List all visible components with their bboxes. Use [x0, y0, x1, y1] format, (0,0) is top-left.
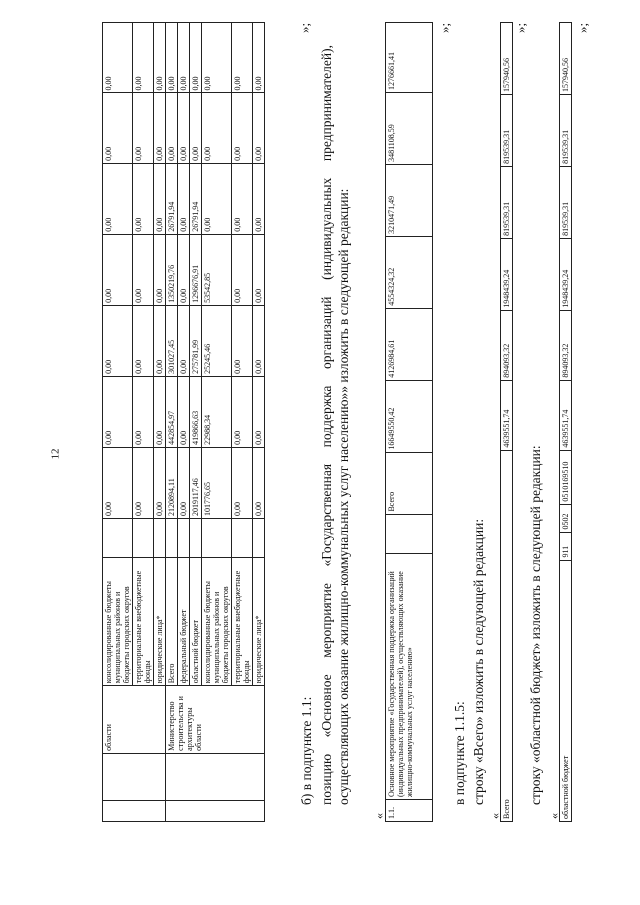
value-cell: 894093,32: [560, 310, 572, 380]
closing-quote: »;: [297, 22, 312, 33]
table-row: [386, 23, 433, 822]
activity-name: Основное мероприятие «Государственная поддержка организаций (индивидуальных предпринимателей), осуществляющих оказание жилищно-коммунальных услуг населению»: [386, 554, 433, 800]
row-number: 1.1.: [386, 800, 433, 822]
value-cell: 0,00: [133, 163, 154, 234]
value-cell: 0,00: [178, 234, 190, 305]
source-label: областной бюджет: [560, 560, 572, 821]
value-cell: 0,00: [103, 93, 133, 163]
value-cell: 0,00: [190, 93, 202, 163]
value-cell: 819539,31: [560, 166, 572, 238]
value-cell: 101776,65: [202, 447, 232, 518]
value-cell: 1350219,76: [166, 234, 178, 305]
value-cell: 25245,46: [202, 305, 232, 376]
paragraph-regional-budget-row: строку «областной бюджет» изложить в следующей редакции:: [528, 445, 543, 805]
value-cell: 0,00: [232, 23, 253, 93]
value-cell: 1948439,24: [501, 238, 513, 310]
source-label: Всего: [386, 452, 433, 514]
paragraph-position: позицию «Основное мероприятие «Государственная поддержка организаций (индивидуальных предпринимателей), осуществляющих оказание жилищно-коммунальных услуг населению»» изложить в следующей редакции:: [319, 45, 351, 805]
value-cell: 0,00: [232, 93, 253, 163]
value-cell: 0,00: [133, 234, 154, 305]
value-cell: 4639551,74: [501, 380, 513, 450]
value-cell: 1276661,41: [386, 23, 433, 93]
value-cell: 0,00: [178, 305, 190, 376]
paragraph-subitem-1-1: б) в подпункте 1.1:: [299, 696, 314, 805]
empty-cell: [202, 519, 232, 558]
closing-quote: »;: [575, 22, 590, 33]
empty-cell: [154, 519, 166, 558]
source-label: областной бюджет: [190, 557, 202, 685]
value-cell: 0,00: [133, 305, 154, 376]
empty-cell: [166, 753, 265, 800]
source-label: юридические лица*: [253, 557, 265, 685]
value-cell: 0,00: [103, 447, 133, 518]
value-cell: 0,00: [154, 447, 166, 518]
empty-cell: [103, 800, 166, 821]
value-cell: 0,00: [154, 23, 166, 93]
value-cell: 0,00: [103, 23, 133, 93]
value-cell: 0,00: [178, 376, 190, 447]
empty-cell: [178, 519, 190, 558]
value-cell: 419866,63: [190, 376, 202, 447]
value-cell: 53542,85: [202, 234, 232, 305]
code-cell: 911: [560, 532, 572, 560]
value-cell: 0,00: [253, 447, 265, 518]
value-cell: 2019117,46: [190, 447, 202, 518]
value-cell: 0,00: [232, 447, 253, 518]
value-cell: 0,00: [253, 23, 265, 93]
ministry-cell: Министерство строительства и архитектуры области: [166, 686, 265, 754]
value-cell: 0,00: [232, 234, 253, 305]
source-label: территориальные внебюджетные фонды: [232, 557, 253, 685]
value-cell: 819539,31: [560, 94, 572, 166]
value-cell: 4639551,74: [560, 380, 572, 450]
opening-quote: «: [372, 813, 386, 819]
value-cell: 2120894,11: [166, 447, 178, 518]
empty-cell: [133, 519, 154, 558]
value-cell: 4554324,32: [386, 236, 433, 308]
value-cell: 26791,94: [190, 163, 202, 234]
value-cell: 0,00: [178, 93, 190, 163]
code-cell: 0502: [560, 504, 572, 532]
opening-quote: «: [488, 813, 502, 819]
value-cell: 0,00: [253, 93, 265, 163]
value-cell: 819539,31: [501, 166, 513, 238]
empty-cell: [166, 519, 178, 558]
value-cell: 0,00: [154, 93, 166, 163]
value-cell: 0,00: [232, 163, 253, 234]
source-label: юридические лица*: [154, 557, 166, 685]
value-cell: 0,00: [103, 305, 133, 376]
source-label: территориальные внебюджетные фонды: [133, 557, 154, 685]
empty-cell: [253, 519, 265, 558]
value-cell: 26791,94: [166, 163, 178, 234]
table-row: [560, 23, 572, 822]
value-cell: 442854,97: [166, 376, 178, 447]
source-label: консолидированные бюджеты муниципальных районов и бюджеты городских округов: [202, 557, 232, 685]
opening-quote: «: [547, 813, 561, 819]
value-cell: 0,00: [133, 23, 154, 93]
value-cell: 4126984,61: [386, 308, 433, 380]
value-cell: 0,00: [154, 305, 166, 376]
page-number: 12: [49, 448, 62, 460]
empty-cell: [103, 753, 166, 800]
value-cell: 0,00: [154, 376, 166, 447]
regional-budget-row-table: [559, 22, 572, 822]
value-cell: 22988,34: [202, 376, 232, 447]
source-label: Всего: [501, 450, 513, 821]
value-cell: 0,00: [166, 93, 178, 163]
empty-cell: [190, 519, 202, 558]
value-cell: 1296676,91: [190, 234, 202, 305]
value-cell: 0,00: [202, 163, 232, 234]
value-cell: 0,00: [103, 234, 133, 305]
value-cell: 0,00: [133, 447, 154, 518]
value-cell: 0,00: [154, 163, 166, 234]
value-cell: 0,00: [253, 305, 265, 376]
value-cell: 0,00: [178, 163, 190, 234]
value-cell: 157940,56: [560, 23, 572, 95]
value-cell: 0,00: [232, 305, 253, 376]
value-cell: 0,00: [103, 376, 133, 447]
empty-cell: [166, 800, 265, 821]
value-cell: 0,00: [202, 93, 232, 163]
value-cell: 0,00: [178, 447, 190, 518]
code-cell: 0510169510: [560, 450, 572, 504]
value-cell: 0,00: [253, 234, 265, 305]
table-row: [501, 23, 513, 822]
value-cell: 0,00: [190, 23, 202, 93]
value-cell: 0,00: [154, 234, 166, 305]
value-cell: 819539,31: [501, 94, 513, 166]
executor-cell: [386, 514, 433, 554]
value-cell: 275781,99: [190, 305, 202, 376]
value-cell: 0,00: [253, 163, 265, 234]
value-cell: 0,00: [178, 23, 190, 93]
value-cell: 157940,56: [501, 23, 513, 95]
value-cell: 0,00: [133, 376, 154, 447]
region-cell: области: [103, 686, 166, 754]
value-cell: 0,00: [253, 376, 265, 447]
source-label: федеральный бюджет: [178, 557, 190, 685]
value-cell: 3481108,59: [386, 93, 433, 165]
table-row: [166, 23, 178, 822]
value-cell: 301027,45: [166, 305, 178, 376]
main-activity-table: [385, 22, 433, 822]
paragraph-subitem-1-1-5: в подпункте 1.1.5:: [452, 701, 467, 805]
value-cell: 16649550,42: [386, 380, 433, 452]
value-cell: 0,00: [202, 23, 232, 93]
source-label: консолидированные бюджеты муниципальных районов и бюджеты городских округов: [103, 557, 133, 685]
value-cell: 3210471,49: [386, 164, 433, 236]
financing-table-continuation: [102, 22, 265, 822]
value-cell: 0,00: [133, 93, 154, 163]
source-label: Всего: [166, 557, 178, 685]
empty-cell: [232, 519, 253, 558]
value-cell: 0,00: [232, 376, 253, 447]
paragraph-total-row: строку «Всего» изложить в следующей редакции:: [471, 518, 486, 805]
closing-quote: »;: [513, 22, 528, 33]
table-row: [103, 23, 133, 822]
value-cell: 0,00: [166, 23, 178, 93]
total-row-table: [500, 22, 513, 822]
empty-cell: [103, 519, 133, 558]
value-cell: 0,00: [103, 163, 133, 234]
value-cell: 894093,32: [501, 310, 513, 380]
value-cell: 1948439,24: [560, 238, 572, 310]
closing-quote: »;: [437, 22, 452, 33]
